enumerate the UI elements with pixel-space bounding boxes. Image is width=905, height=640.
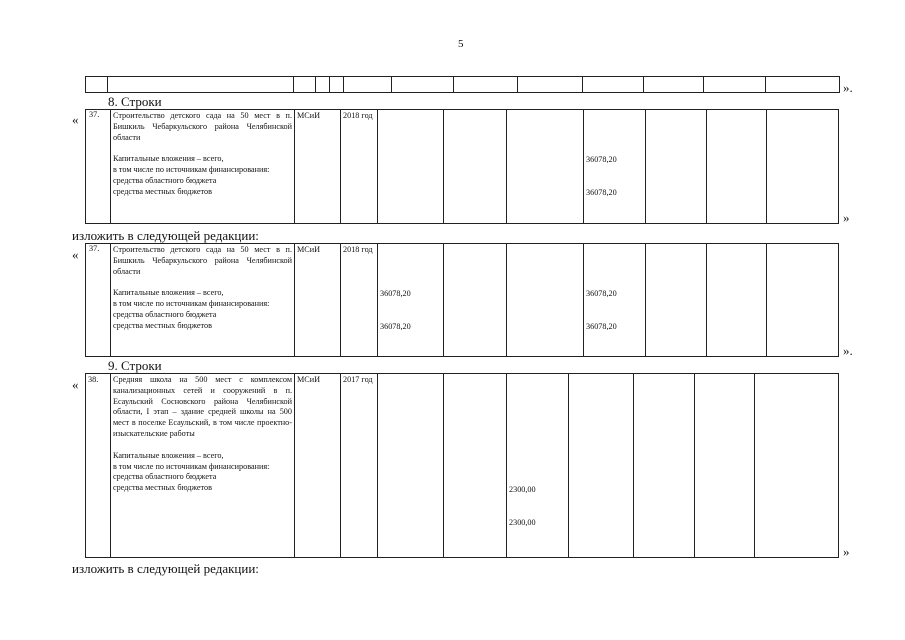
value-regional: 36078,20 [586, 187, 617, 197]
object-name-cell [111, 244, 295, 357]
table-row [86, 244, 839, 357]
year-cell: 2018 год [341, 110, 378, 224]
local-budget-label: средства местных бюджетов [113, 186, 212, 196]
page-number: 5 [458, 38, 464, 50]
executor-cell: МСиИ [295, 110, 341, 224]
table-row [86, 374, 839, 558]
value-regional: 36078,20 [586, 321, 617, 331]
closing-quote-2: ». [843, 343, 853, 358]
opening-quote-2: « [72, 247, 79, 262]
opening-quote-1: « [72, 112, 79, 127]
year-cell: 2017 год [341, 374, 378, 558]
row-number: 37. [86, 110, 111, 224]
value-cell-2018 [378, 244, 444, 357]
value-total: 2300,00 [509, 485, 536, 494]
table-row37-new [85, 243, 839, 357]
replace-text-1: изложить в следующей редакции: [72, 228, 259, 243]
table-row37-old [85, 109, 839, 224]
funding-total-label: Капитальные вложения – всего, [113, 154, 224, 164]
value-total: 36078,20 [380, 289, 411, 298]
object-name-cell [111, 374, 295, 558]
table-row38-old [85, 373, 839, 558]
executor-cell: МСиИ [295, 374, 341, 558]
table-row [86, 110, 839, 224]
local-budget-label: средства местных бюджетов [113, 320, 212, 330]
opening-quote-3: « [72, 377, 79, 392]
value-cell-2021 [507, 374, 569, 558]
closing-quote-1: » [843, 210, 850, 225]
funding-total-label: Капитальные вложения – всего, [113, 288, 224, 298]
replace-text-2: изложить в следующей редакции: [72, 561, 259, 576]
regional-budget-label: средства областного бюджета [113, 472, 217, 482]
local-budget-label: средства местных бюджетов [113, 483, 212, 493]
object-name: Строительство детского сада на 50 мест в п. Бишкиль Чебаркульского района Челябинской области [113, 111, 292, 142]
value-cell-2022 [584, 244, 646, 357]
closing-quote-3: » [843, 544, 850, 559]
funding-total-label: Капитальные вложения – всего, [113, 450, 224, 460]
funding-sources-label: в том числе по источникам финансирования: [113, 461, 270, 471]
value-regional: 36078,20 [380, 321, 411, 331]
section-8-heading: 8. Строки [108, 94, 162, 109]
value-regional: 2300,00 [509, 517, 536, 527]
value-cell [584, 110, 646, 224]
row-number: 38. [86, 374, 111, 558]
section-9-heading: 9. Строки [108, 358, 162, 373]
row-number: 37. [86, 244, 111, 357]
funding-sources-label: в том числе по источникам финансирования: [113, 165, 270, 175]
object-name-cell [111, 110, 295, 224]
value-total: 36078,20 [586, 155, 617, 164]
closing-quote-top: ». [843, 80, 853, 95]
year-cell: 2018 год [341, 244, 378, 357]
table-fragment-top [85, 76, 840, 93]
object-name: Строительство детского сада на 50 мест в п. Бишкиль Чебаркульского района Челябинской области [113, 245, 292, 276]
object-name: Средняя школа на 500 мест с комплексом канализационных сетей и сооружений в п. Есаульский Сосновского района Челябинской области, I этап – здание средней школы на 500 мест в поселке Есаульский, в том числе проектно-изыскательские работы [113, 375, 292, 438]
value-total: 36078,20 [586, 289, 617, 298]
regional-budget-label: средства областного бюджета [113, 175, 217, 185]
funding-sources-label: в том числе по источникам финансирования: [113, 299, 270, 309]
executor-cell: МСиИ [295, 244, 341, 357]
regional-budget-label: средства областного бюджета [113, 309, 217, 319]
